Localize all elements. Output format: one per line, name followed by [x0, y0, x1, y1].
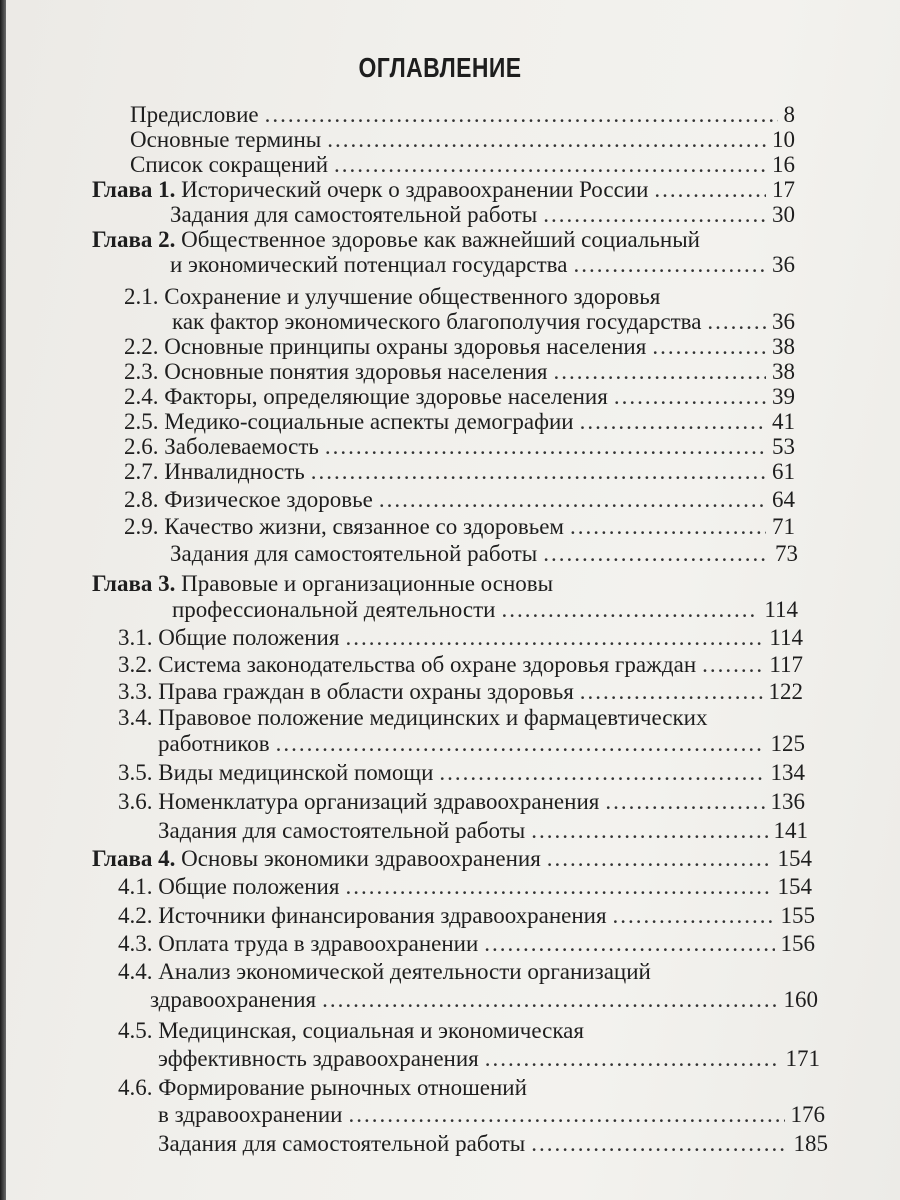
- toc-entry-text: [170, 201, 537, 228]
- page-number: 176: [790, 1102, 825, 1127]
- toc-entry-text: [124, 408, 574, 435]
- section-number: 2.6.: [124, 434, 159, 459]
- dot-leader: [265, 101, 778, 128]
- entry-title: Задания для самостоятельной работы: [170, 541, 538, 566]
- page-number: 141: [773, 818, 808, 843]
- toc-entry: [124, 333, 795, 360]
- entry-title: эффективность здравоохранения: [158, 1046, 479, 1071]
- dot-leader: [345, 624, 763, 651]
- page-number: 185: [793, 1131, 828, 1156]
- page-number: 155: [780, 903, 815, 928]
- section-number: 3.5.: [118, 760, 153, 785]
- dot-leader: [485, 1045, 780, 1072]
- toc-entry-text: [130, 126, 321, 153]
- entry-title: Предисловие: [130, 102, 259, 127]
- chapter-label: Глава 2.: [92, 227, 176, 252]
- page-number: 39: [772, 384, 795, 409]
- page-number: 71: [772, 514, 795, 539]
- page-number: 136: [770, 789, 805, 814]
- dot-leader: [348, 1101, 784, 1128]
- page-number: 117: [769, 652, 803, 677]
- toc-entry-text: [118, 651, 696, 678]
- section-number: 3.4.: [118, 705, 153, 730]
- toc-entry: [130, 151, 795, 178]
- toc-entry: [158, 1130, 828, 1157]
- entry-title: Факторы, определяющие здоровье населения: [164, 384, 608, 409]
- entry-title: Заболеваемость: [164, 434, 319, 459]
- toc-entry-text: [118, 1017, 584, 1044]
- entry-title: Общественное здоровье как важнейший социальный: [181, 227, 700, 252]
- toc-entry: [124, 486, 795, 513]
- section-number: 4.6.: [118, 1075, 153, 1100]
- entry-title: Физическое здоровье: [164, 487, 373, 512]
- toc-entry-text: [124, 333, 646, 360]
- toc-entry: [158, 730, 805, 757]
- dot-leader: [379, 486, 766, 513]
- toc-entry-text: [124, 358, 548, 385]
- dot-leader: [654, 176, 766, 203]
- toc-entry-text: [130, 101, 259, 128]
- dot-leader: [570, 513, 766, 540]
- toc-entry: [170, 201, 795, 228]
- toc-entry-text: [158, 817, 525, 844]
- dot-leader: [580, 408, 766, 435]
- toc-entry-text: [130, 151, 328, 178]
- page-number: 38: [772, 334, 795, 359]
- toc-entry-text: [124, 283, 660, 310]
- entry-title: Медико-социальные аспекты демографии: [164, 409, 574, 434]
- entry-title: здравоохранения: [150, 987, 317, 1012]
- dot-leader: [484, 930, 774, 957]
- page-number: 171: [785, 1046, 820, 1071]
- dot-leader: [547, 845, 772, 872]
- page-number: 38: [772, 359, 795, 384]
- toc-entry: [118, 678, 803, 705]
- toc-entry-text: [118, 759, 433, 786]
- page-number: 36: [772, 252, 795, 277]
- dot-leader: [501, 596, 758, 623]
- section-number: 3.3.: [118, 679, 153, 704]
- entry-title: Система законодательства об охране здоровья граждан: [158, 652, 697, 677]
- entry-title: Правовое положение медицинских и фармацевтических: [158, 705, 708, 730]
- toc-entry: [130, 101, 795, 128]
- entry-title: в здравоохранении: [158, 1102, 343, 1127]
- toc-entry-text: [158, 1130, 525, 1157]
- section-number: 3.2.: [118, 652, 153, 677]
- dot-leader: [580, 678, 763, 705]
- toc-entry-text: [124, 513, 564, 540]
- entry-title: Сохранение и улучшение общественного здоровья: [164, 284, 661, 309]
- page-number: 61: [772, 459, 795, 484]
- section-number: 3.6.: [118, 789, 153, 814]
- toc-entry-text: [124, 433, 319, 460]
- toc-entry-text: [92, 226, 700, 253]
- toc-entry: [170, 251, 795, 278]
- toc-entry: [118, 651, 803, 678]
- page-number: 73: [775, 541, 798, 566]
- toc-entry: [118, 902, 815, 929]
- dot-leader: [707, 308, 766, 335]
- entry-title: Список сокращений: [130, 152, 329, 177]
- toc-entry-text: [124, 383, 608, 410]
- toc-entry: [130, 126, 795, 153]
- toc-entry: [158, 817, 808, 844]
- dot-leader: [614, 383, 766, 410]
- entry-title: и экономический потенциал государства: [170, 252, 568, 277]
- entry-title: Основы экономики здравоохранения: [181, 846, 541, 871]
- entry-title: работников: [158, 731, 270, 756]
- dot-leader: [702, 651, 763, 678]
- toc-entry: [118, 704, 740, 731]
- page-number: 16: [772, 152, 795, 177]
- toc-entry: [118, 1074, 720, 1101]
- dot-leader: [322, 986, 777, 1013]
- dot-leader: [543, 540, 769, 567]
- toc-entry: [118, 759, 805, 786]
- dot-leader: [345, 873, 771, 900]
- dot-leader: [325, 433, 766, 460]
- toc-entry-text: [158, 1045, 479, 1072]
- entry-title: Задания для самостоятельной работы: [158, 1131, 526, 1156]
- page-number: 53: [772, 434, 795, 459]
- toc-entry: [92, 845, 812, 872]
- toc-entry-text: [150, 986, 316, 1013]
- toc-entry-text: [92, 570, 553, 597]
- toc-entry-text: [118, 1074, 527, 1101]
- page-number: 125: [770, 731, 805, 756]
- entry-title: Общие положения: [158, 874, 340, 899]
- entry-title: Общие положения: [158, 625, 340, 650]
- toc-entry: [124, 408, 795, 435]
- toc-entry-text: [170, 540, 537, 567]
- toc-entry: [124, 433, 795, 460]
- toc-entry: [124, 458, 795, 485]
- section-number: 4.4.: [118, 959, 153, 984]
- page-number: 122: [768, 679, 803, 704]
- toc-entry-text: [118, 788, 599, 815]
- page-edge: [0, 0, 6, 1200]
- toc-entry-text: [170, 251, 567, 278]
- section-number: 4.1.: [118, 874, 153, 899]
- toc-entry-text: [118, 930, 478, 957]
- section-number: 2.1.: [124, 284, 159, 309]
- section-number: 4.3.: [118, 931, 153, 956]
- toc-entry: [92, 226, 700, 253]
- page-number: 114: [769, 625, 803, 650]
- section-number: 2.4.: [124, 384, 159, 409]
- page-number: 8: [783, 102, 795, 127]
- section-number: 2.5.: [124, 409, 159, 434]
- toc-entry: [118, 788, 805, 815]
- page-number: 154: [777, 874, 812, 899]
- page-number: 41: [772, 409, 795, 434]
- toc-entry: [118, 958, 720, 985]
- section-number: 3.1.: [118, 625, 153, 650]
- toc-entry-text: [118, 704, 707, 731]
- dot-leader: [573, 251, 766, 278]
- section-number: 2.7.: [124, 459, 159, 484]
- dot-leader: [613, 902, 775, 929]
- entry-title: Основные принципы охраны здоровья населения: [164, 334, 647, 359]
- page-number: 17: [772, 177, 795, 202]
- toc-entry-text: [172, 596, 495, 623]
- toc-entry-text: [92, 176, 648, 203]
- entry-title: Инвалидность: [164, 459, 305, 484]
- toc-entry-text: [158, 1101, 342, 1128]
- dot-leader: [439, 759, 764, 786]
- entry-title: Правовые и организационные основы: [181, 571, 554, 596]
- entry-title: Оплата труда в здравоохранении: [158, 931, 479, 956]
- dot-leader: [531, 1130, 787, 1157]
- section-number: 2.9.: [124, 514, 159, 539]
- toc-entry: [118, 624, 803, 651]
- entry-title: Права граждан в области охраны здоровья: [158, 679, 574, 704]
- chapter-label: Глава 3.: [92, 571, 176, 596]
- toc-entry-text: [118, 902, 607, 929]
- section-number: 4.2.: [118, 903, 153, 928]
- entry-title: Виды медицинской помощи: [158, 760, 434, 785]
- section-number: 4.5.: [118, 1018, 153, 1043]
- toc-entry-text: [118, 678, 574, 705]
- page-number: 160: [783, 987, 818, 1012]
- dot-leader: [652, 333, 766, 360]
- entry-title: Основные понятия здоровья населения: [164, 359, 548, 384]
- entry-title: Формирование рыночных отношений: [158, 1075, 527, 1100]
- toc-entry-text: [172, 308, 701, 335]
- page-title: ОГЛАВЛЕНИЕ: [358, 52, 522, 83]
- entry-title: Исторический очерк о здравоохранении России: [181, 177, 649, 202]
- page-number: 64: [772, 487, 795, 512]
- page-number: 114: [764, 597, 798, 622]
- entry-title: Источники финансирования здравоохранения: [158, 903, 607, 928]
- page-number: 154: [777, 846, 812, 871]
- page-number: 36: [772, 309, 795, 334]
- toc-entry: [124, 283, 700, 310]
- toc-entry: [172, 596, 798, 623]
- chapter-label: Глава 4.: [92, 846, 176, 871]
- dot-leader: [605, 788, 764, 815]
- toc-entry: [124, 358, 795, 385]
- dot-leader: [334, 151, 766, 178]
- section-number: 2.8.: [124, 487, 159, 512]
- toc-entry: [118, 1017, 720, 1044]
- dot-leader: [276, 730, 765, 757]
- entry-title: как фактор экономического благополучия государства: [172, 309, 702, 334]
- dot-leader: [554, 358, 767, 385]
- toc-entry: [158, 1101, 825, 1128]
- dot-leader: [311, 458, 766, 485]
- toc-entry: [172, 308, 795, 335]
- entry-title: Медицинская, социальная и экономическая: [158, 1018, 584, 1043]
- chapter-label: Глава 1.: [92, 177, 176, 202]
- page-number: 134: [770, 760, 805, 785]
- toc-entry: [124, 383, 795, 410]
- toc-entry-text: [124, 458, 305, 485]
- dot-leader: [327, 126, 766, 153]
- toc-entry: [92, 570, 700, 597]
- page-number: 10: [772, 127, 795, 152]
- toc-entry: [92, 176, 795, 203]
- page-number: 30: [772, 202, 795, 227]
- toc-entry: [170, 540, 798, 567]
- entry-title: Основные термины: [130, 127, 322, 152]
- toc-entry-text: [124, 486, 373, 513]
- dot-leader: [543, 201, 766, 228]
- toc-entry: [158, 1045, 820, 1072]
- toc-entry: [118, 930, 815, 957]
- entry-title: Номенклатура организаций здравоохранения: [158, 789, 600, 814]
- toc-entry-text: [118, 958, 651, 985]
- toc-entry-text: [118, 873, 339, 900]
- page-number: 156: [780, 931, 815, 956]
- entry-title: профессиональной деятельности: [172, 597, 496, 622]
- section-number: 2.2.: [124, 334, 159, 359]
- section-number: 2.3.: [124, 359, 159, 384]
- toc-entry-text: [118, 624, 339, 651]
- toc-entry: [118, 873, 812, 900]
- entry-title: Задания для самостоятельной работы: [158, 818, 526, 843]
- dot-leader: [531, 817, 767, 844]
- entry-title: Качество жизни, связанное со здоровьем: [164, 514, 564, 539]
- toc-entry: [150, 986, 818, 1013]
- toc-entry-text: [92, 845, 541, 872]
- entry-title: Задания для самостоятельной работы: [170, 202, 538, 227]
- toc-entry-text: [158, 730, 270, 757]
- entry-title: Анализ экономической деятельности организаций: [158, 959, 651, 984]
- toc-entry: [124, 513, 795, 540]
